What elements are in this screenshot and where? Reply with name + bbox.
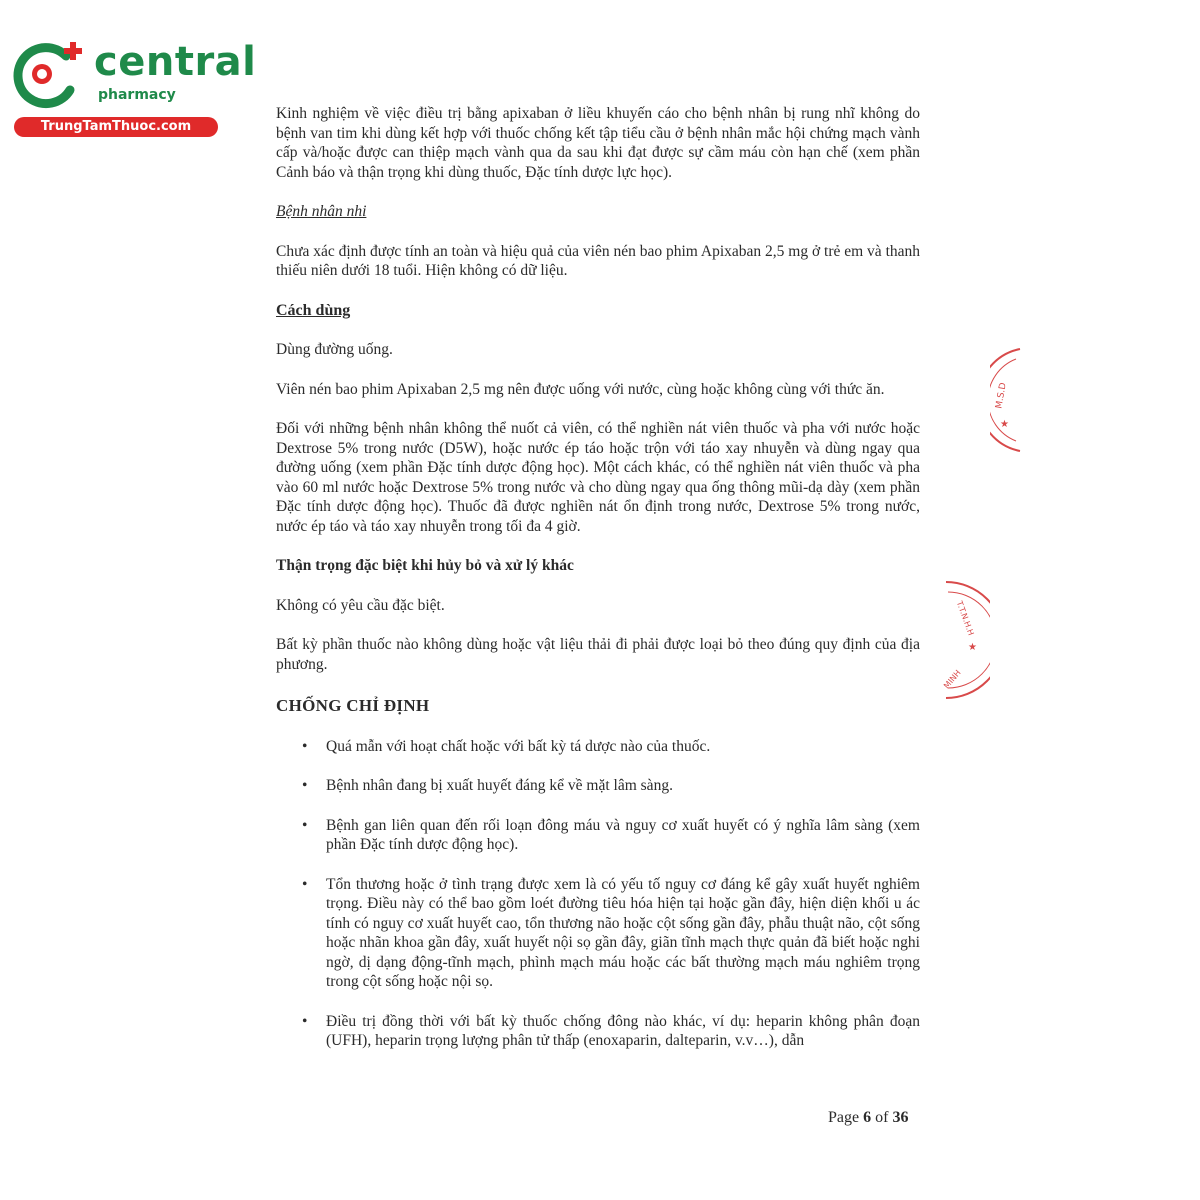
- bullet: •: [302, 1012, 308, 1030]
- bullet: •: [302, 737, 308, 755]
- list-item: • Quá mẫn với hoạt chất hoặc với bất kỳ tá dược nào của thuốc.: [302, 737, 711, 755]
- logo-subtitle: pharmacy: [98, 87, 176, 103]
- list-item: • Tổn thương hoặc ở tình trạng được xem là có yếu tố nguy cơ đáng kể gây xuất huyết nghiêm trọng. Điều này có thể bao gồm loét đường tiêu hóa hiện tại hoặc gần đây, hiện diện khối u ác tính có nguy cơ xuất huyết cao, tổn thương não hoặc cột sống gần đây, phẫu thuật não, cột sống hoặc nhãn khoa gần đây, xuất huyết nội sọ gần đây, giãn tĩnh mạch thực quản đã biết hoặc nghi ngờ, dị dạng động-tĩnh mạch, phình mạch máu hoặc các bất thường mạch máu nghiêm trọng trong cột sống hoặc nội sọ.: [302, 875, 920, 990]
- paragraph-usage-2: Viên nén bao phim Apixaban 2,5 mg nên được uống với nước, cùng hoặc không cùng với thức ăn.: [276, 380, 885, 398]
- paragraph-disposal-1: Không có yêu cầu đặc biệt.: [276, 596, 445, 614]
- list-item: • Điều trị đồng thời với bất kỳ thuốc chống đông nào khác, ví dụ: heparin không phân đoạn (UFH), heparin trọng lượng phân tử thấp (enoxaparin, dalteparin, v.v…), dẫn: [302, 1012, 920, 1049]
- subheading-pediatric: Bệnh nhân nhi: [276, 203, 367, 220]
- contraindication-list: [276, 737, 920, 1051]
- svg-text:★: ★: [968, 642, 977, 653]
- logo-banner: TrungTamThuoc.com: [14, 117, 218, 137]
- bullet: •: [302, 777, 308, 794]
- red-stamp-bottom: [940, 578, 990, 703]
- central-pharmacy-logo: [8, 38, 257, 138]
- list-item: • Bệnh gan liên quan đến rối loạn đông máu và nguy cơ xuất huyết có ý nghĩa lâm sàng (xem phần Đặc tính dược động học).: [302, 816, 920, 853]
- heading-contraindications: CHỐNG CHỈ ĐỊNH: [276, 696, 430, 715]
- page-number: Page 6 of 36: [828, 1109, 909, 1126]
- paragraph-usage-1: Dùng đường uống.: [276, 341, 393, 358]
- paragraph-experience: Kinh nghiệm về việc điều trị bằng apixaban ở liều khuyến cáo cho bệnh nhân bị rung nhĩ không do bệnh van tim khi dùng kết hợp với thuốc chống kết tập tiểu cầu ở bệnh nhân mắc hội chứng mạch vành cấp và/hoặc được can thiệp mạch vành qua da sau khi đạt được sự cầm máu còn hạn chế (xem phần Cảnh báo và thận trọng khi dùng thuốc, Đặc tính dược lực học).: [276, 105, 920, 181]
- bullet: •: [302, 816, 308, 834]
- bullet: •: [302, 875, 308, 893]
- heading-usage: Cách dùng: [276, 301, 351, 319]
- pharmacy-cross-icon: [8, 38, 88, 114]
- stamp-text: M.S.D: [994, 381, 1009, 410]
- stamp-text: T.T.N.H.H: [954, 599, 976, 637]
- logo-name: central: [94, 39, 257, 85]
- paragraph-usage-3: Đối với những bệnh nhân không thể nuốt cả viên, có thể nghiền nát viên thuốc và pha với nước hoặc Dextrose 5% trong nước (D5W), hoặc nước ép táo hoặc trộn với táo xay nhuyễn và dùng ngay qua đường uống (xem phần Đặc tính dược động học). Một cách khác, có thể nghiền nát viên thuốc và pha vào 60 ml nước hoặc Dextrose 5% trong nước và cho dùng ngay qua ống thông mũi-dạ dày (xem phần Đặc tính dược động học). Thuốc đã được nghiền nát ổn định trong nước, Dextrose 5% trong nước, nước ép táo và táo xay nhuyễn trong tối đa 4 giờ.: [276, 420, 920, 535]
- document-page: [276, 104, 920, 1051]
- heading-disposal: Thận trọng đặc biệt khi hủy bỏ và xử lý khác: [276, 557, 574, 574]
- paragraph-pediatric: Chưa xác định được tính an toàn và hiệu quả của viên nén bao phim Apixaban 2,5 mg ở trẻ em và thanh thiếu niên dưới 18 tuổi. Hiện không có dữ liệu.: [276, 242, 920, 279]
- list-item: • Bệnh nhân đang bị xuất huyết đáng kể về mặt lâm sàng.: [302, 777, 673, 794]
- svg-text:★: ★: [1000, 419, 1009, 430]
- paragraph-disposal-2: Bất kỳ phần thuốc nào không dùng hoặc vật liệu thải đi phải được loại bỏ theo đúng quy định của địa phương.: [276, 636, 920, 673]
- red-stamp-top: [990, 345, 1030, 455]
- stamp-text: MINH: [942, 668, 963, 691]
